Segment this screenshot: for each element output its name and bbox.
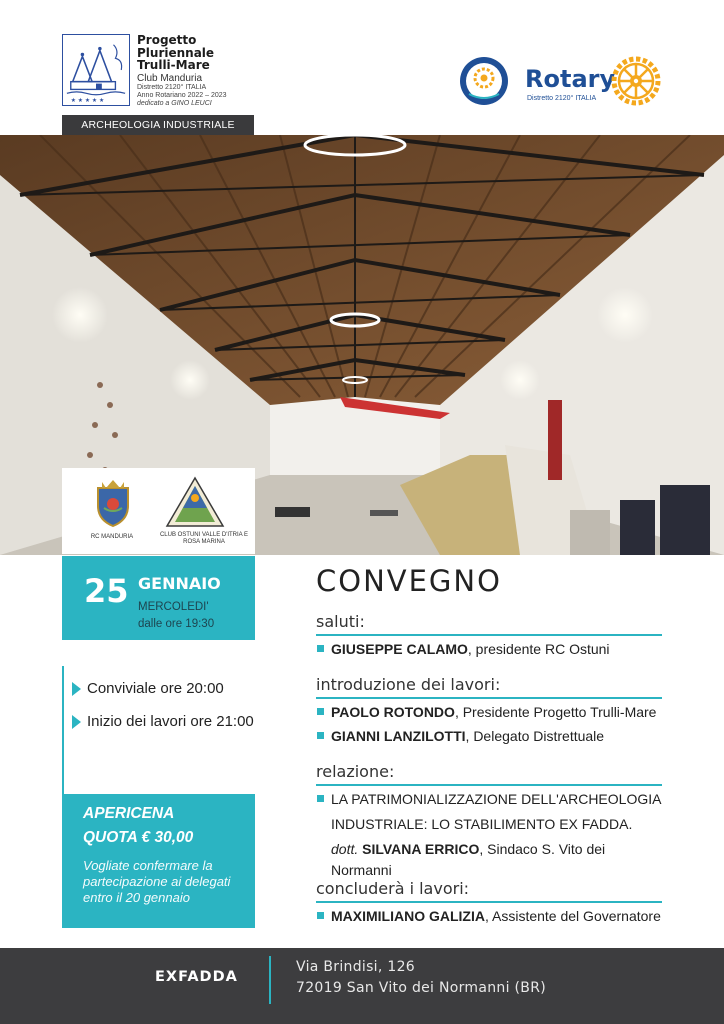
event-day: 25 xyxy=(84,572,129,610)
talk-title-line: LA PATRIMONIALIZZAZIONE DELL'ARCHEOLOGIA xyxy=(331,791,662,807)
address-line: Via Brindisi, 126 xyxy=(296,959,415,975)
footer-divider xyxy=(269,956,271,1004)
program-item xyxy=(72,713,254,730)
program-item-label: Inizio dei lavori ore 21:00 xyxy=(87,713,254,730)
triangle-bullet-icon xyxy=(72,682,81,696)
project-title-line: Pluriennale xyxy=(137,45,215,60)
section-bar: ARCHEOLOGIA INDUSTRIALE xyxy=(62,115,254,135)
project-title-line: Progetto xyxy=(137,33,197,47)
square-bullet-icon xyxy=(317,732,324,739)
rc-manduria-crest-icon xyxy=(92,478,134,528)
section-heading: relazione: xyxy=(316,762,662,786)
section-relazione xyxy=(316,762,662,881)
square-bullet-icon xyxy=(317,912,324,919)
apericena-price: QUOTA € 30,00 xyxy=(83,829,194,846)
venue-name: EXFADDA xyxy=(155,969,238,985)
speaker-role: , Presidente Progetto Trulli-Mare xyxy=(454,704,657,720)
speaker-role: , Delegato Distrettuale xyxy=(465,728,605,744)
section-conclusione xyxy=(316,879,662,927)
talk-title xyxy=(316,789,662,810)
trulli-logo-icon xyxy=(62,34,130,106)
section-heading: introduzione dei lavori: xyxy=(316,675,662,699)
rotary-wheel-icon xyxy=(611,56,661,106)
rotary-badge-icon xyxy=(459,56,509,106)
speaker-entry xyxy=(316,906,662,927)
speaker-name: SILVANA ERRICO xyxy=(362,841,480,857)
address-line: 72019 San Vito dei Normanni (BR) xyxy=(296,980,546,996)
talk-title-line: INDUSTRIALE: LO STABILIMENTO EX FADDA. xyxy=(331,816,633,832)
event-weekday: MERCOLEDI' xyxy=(138,601,209,613)
speaker-entry xyxy=(316,726,662,747)
rotary-year: Anno Rotariano 2022 – 2023 xyxy=(137,91,227,99)
speaker-name: MAXIMILIANO GALIZIA xyxy=(331,908,485,924)
dedication: dedicato a GINO LEUCI xyxy=(137,99,212,107)
rotary-wordmark: Rotary xyxy=(525,65,616,93)
event-time: dalle ore 19:30 xyxy=(138,618,215,630)
svg-text:★ ★ ★ ★ ★: ★ ★ ★ ★ ★ xyxy=(70,98,105,105)
date-box xyxy=(62,556,255,640)
speaker-entry xyxy=(316,639,662,660)
square-bullet-icon xyxy=(317,795,324,802)
club-name: Club Manduria xyxy=(137,72,203,84)
club-label-manduria: RC MANDURIA xyxy=(90,534,134,540)
talk-title-continued xyxy=(316,814,662,835)
speaker-name: PAOLO ROTONDO xyxy=(331,704,455,720)
apericena-box xyxy=(62,794,255,928)
speaker-role: , Sindaco S. Vito dei Normanni xyxy=(331,841,606,878)
footer xyxy=(0,948,724,1024)
apericena-note: Vogliate confermare la partecipazione ai delegati entro il 20 gennaio xyxy=(83,858,231,905)
speaker-role: , presidente RC Ostuni xyxy=(467,641,610,657)
program-item xyxy=(72,680,224,697)
venue-address xyxy=(296,957,546,999)
convegno-title: CONVEGNO xyxy=(316,564,502,598)
speaker-entry xyxy=(316,702,662,723)
section-introduzione xyxy=(316,675,662,747)
apericena-title: APERICENA xyxy=(83,805,175,822)
event-month: GENNAIO xyxy=(138,574,221,593)
triangle-bullet-icon xyxy=(72,715,81,729)
speaker-prefix: dott. xyxy=(331,841,359,857)
speaker-name: GIANNI LANZILOTTI xyxy=(331,728,466,744)
square-bullet-icon xyxy=(317,708,324,715)
program-panel xyxy=(62,666,255,794)
speaker-name: GIUSEPPE CALAMO xyxy=(331,641,468,657)
section-saluti xyxy=(316,612,662,660)
speaker-entry xyxy=(316,839,662,881)
rotary-district: Distretto 2120° ITALIA xyxy=(527,95,597,102)
section-heading: concluderà i lavori: xyxy=(316,879,662,903)
speaker-role: , Assistente del Governatore xyxy=(485,908,661,924)
partner-clubs xyxy=(62,468,255,554)
section-heading: saluti: xyxy=(316,612,662,636)
club-ostuni-logo-icon xyxy=(165,476,225,528)
club-label-ostuni: CLUB OSTUNI VALLE D'ITRIA E ROSA MARINA xyxy=(159,532,249,545)
district-label: Distretto 2120° ITALIA xyxy=(137,83,207,91)
square-bullet-icon xyxy=(317,645,324,652)
project-title-block xyxy=(137,34,267,108)
program-item-label: Conviviale ore 20:00 xyxy=(87,680,224,697)
project-title-line: Trulli-Mare xyxy=(137,58,210,72)
